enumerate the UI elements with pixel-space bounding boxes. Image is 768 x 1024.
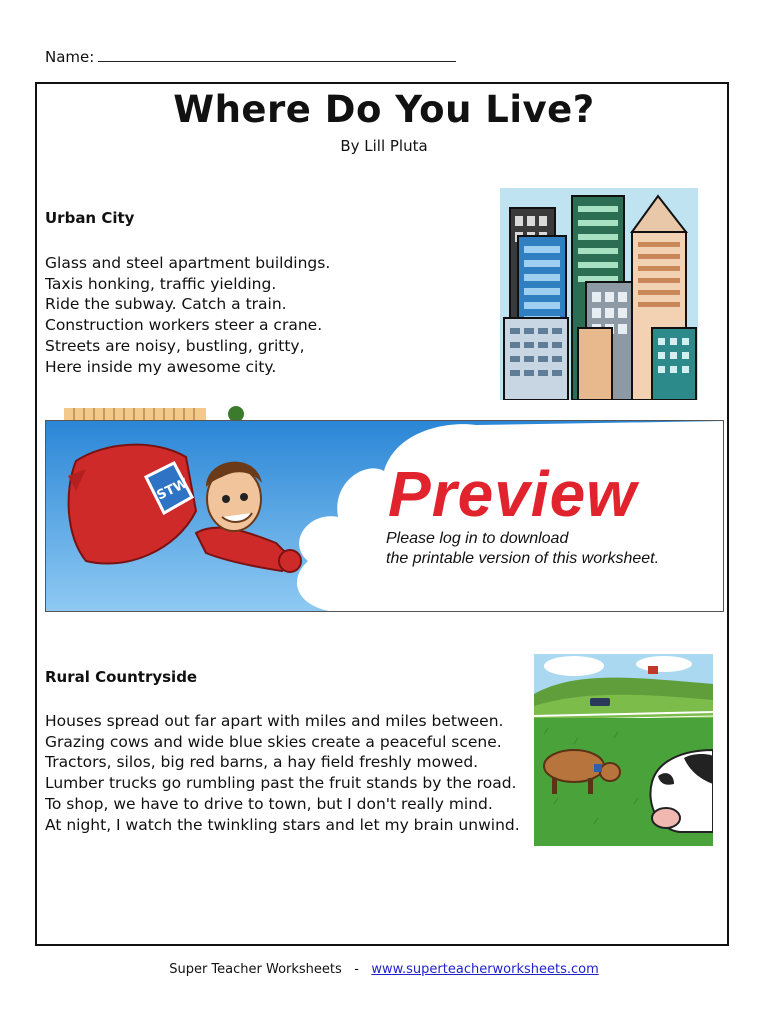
poem-line: Ride the subway. Catch a train. [45, 295, 287, 314]
poem-line: Grazing cows and wide blue skies create a peaceful scene. [45, 732, 502, 751]
poem-line: To shop, we have to drive to town, but I don't really mind. [45, 794, 493, 813]
rural-poem [45, 711, 520, 835]
poem-line: Construction workers steer a crane. [45, 316, 323, 335]
page-footer [0, 962, 768, 977]
rural-heading: Rural Countryside [45, 668, 198, 686]
urban-poem [45, 253, 330, 377]
preview-message [386, 529, 659, 569]
poem-line: Taxis honking, traffic yielding. [45, 274, 277, 293]
author-byline: By Lill Pluta [340, 137, 428, 155]
svg-text:STW: STW [154, 476, 191, 504]
worksheet-title: Where Do You Live? [173, 88, 595, 131]
footer-website-link[interactable]: www.superteacherworksheets.com [371, 962, 599, 977]
name-blank-line [98, 47, 456, 62]
countryside-cows-image [534, 654, 713, 846]
footer-brand: Super Teacher Worksheets [169, 962, 342, 977]
poem-line: Streets are noisy, bustling, gritty, [45, 336, 305, 355]
preview-banner[interactable] [45, 420, 724, 612]
name-field-row [45, 47, 456, 66]
name-label: Name: [45, 48, 95, 66]
poem-line: Lumber trucks go rumbling past the fruit stands by the road. [45, 774, 517, 793]
poem-line: Houses spread out far apart with miles and miles between. [45, 712, 504, 730]
preview-title: Preview [388, 458, 637, 530]
city-skyline-image [500, 188, 698, 400]
poem-line: Tractors, silos, big red barns, a hay field freshly mowed. [45, 753, 479, 772]
urban-heading: Urban City [45, 209, 135, 227]
preview-message-line: Please log in to download [386, 530, 569, 547]
poem-line: Here inside my awesome city. [45, 357, 277, 376]
footer-separator: - [354, 962, 359, 977]
preview-message-line: the printable version of this worksheet. [386, 550, 660, 567]
poem-line: At night, I watch the twinkling stars and let my brain unwind. [45, 815, 520, 834]
poem-line: Glass and steel apartment buildings. [45, 254, 331, 272]
